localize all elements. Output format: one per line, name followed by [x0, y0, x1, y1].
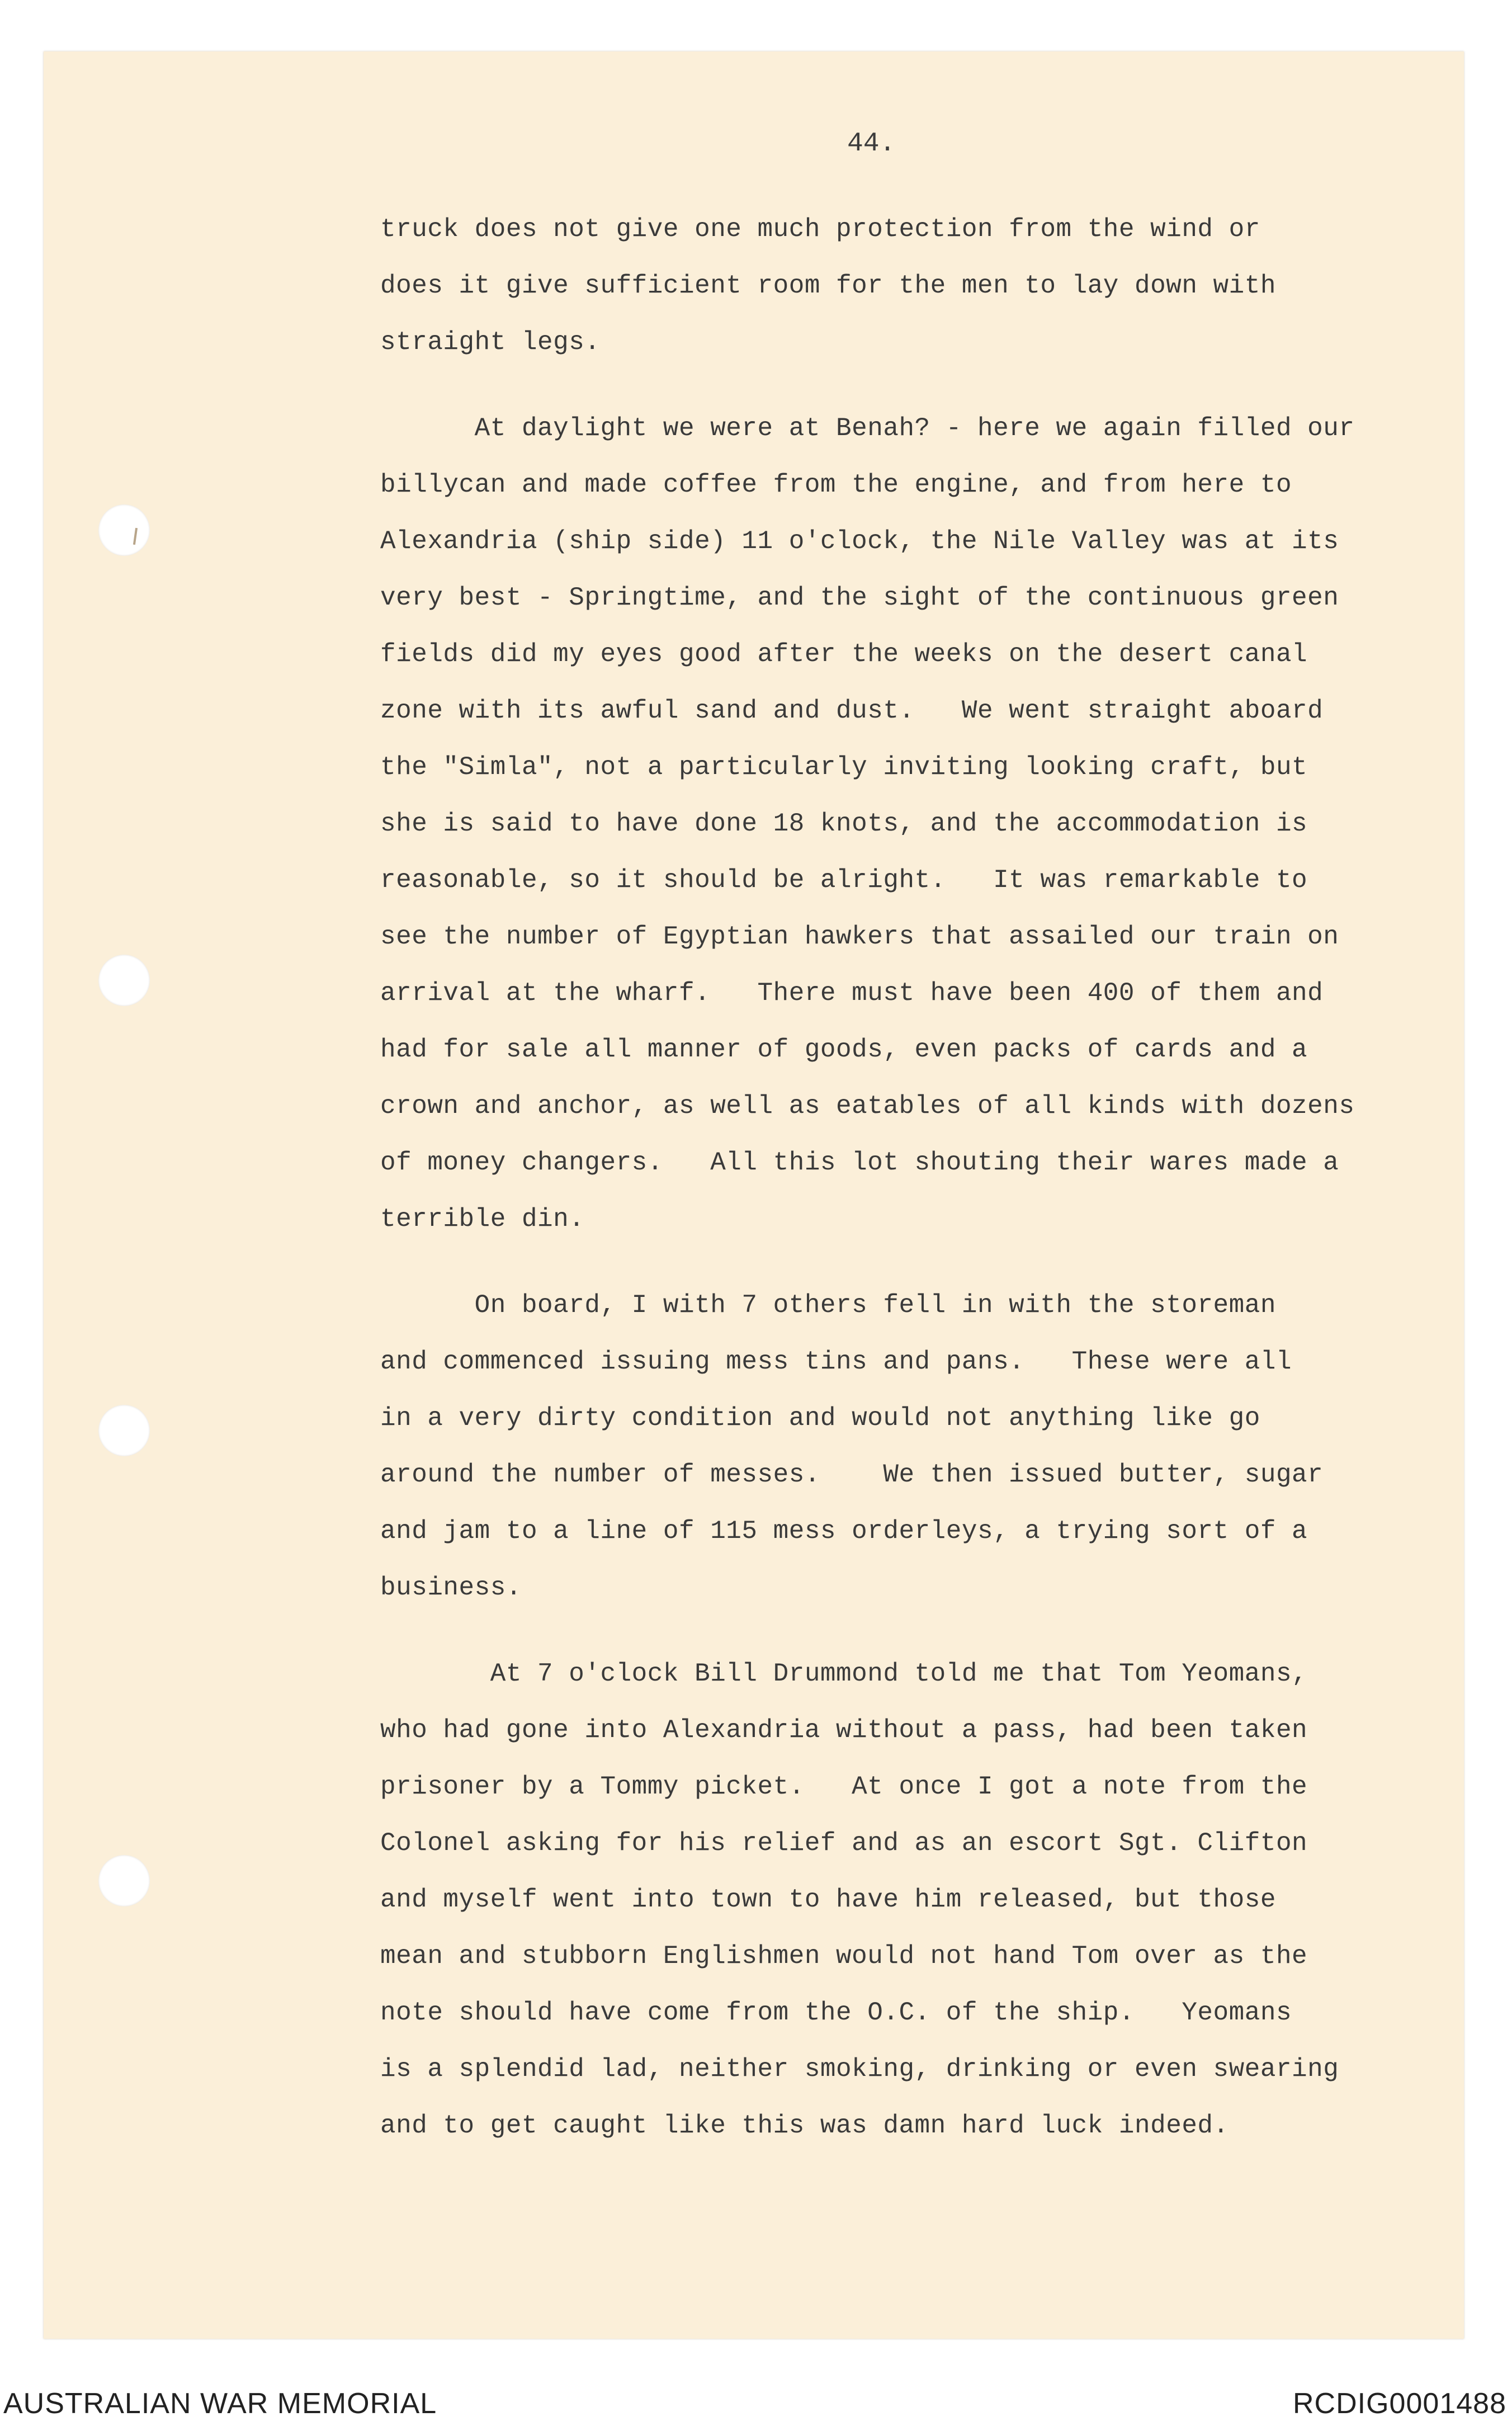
text-line: note should have come from the O.C. of the ship. Yeomans	[380, 1998, 1292, 2027]
text-line: billycan and made coffee from the engine, and from here to	[380, 470, 1292, 499]
text-line: does it give sufficient room for the men to lay down with	[380, 271, 1276, 300]
text-line: mean and stubborn Englishmen would not hand Tom over as the	[380, 1942, 1308, 1971]
text-line: crown and anchor, as well as eatables of all kinds with dozens	[380, 1092, 1355, 1121]
page-number: 44.	[847, 129, 896, 159]
text-line: and to get caught like this was damn hard luck indeed.	[380, 2111, 1229, 2140]
text-line: had for sale all manner of goods, even packs of cards and a	[380, 1035, 1308, 1064]
paragraph	[380, 1646, 1471, 2154]
footer-record-id: RCDIG0001488	[1293, 2387, 1506, 2420]
text-line: who had gone into Alexandria without a pass, had been taken	[380, 1716, 1308, 1745]
text-line: see the number of Egyptian hawkers that assailed our train on	[380, 922, 1339, 951]
text-line: At 7 o'clock Bill Drummond told me that Tom Yeomans,	[380, 1659, 1308, 1688]
text-line: terrible din.	[380, 1205, 585, 1234]
text-line: arrival at the wharf. There must have been 400 of them and	[380, 979, 1324, 1008]
text-line: truck does not give one much protection from the wind or	[380, 215, 1260, 244]
text-line: very best - Springtime, and the sight of the continuous green	[380, 583, 1339, 612]
text-line: straight legs.	[380, 328, 601, 357]
footer-institution: AUSTRALIAN WAR MEMORIAL	[3, 2387, 437, 2420]
text-line: she is said to have done 18 knots, and the accommodation is	[380, 809, 1308, 838]
typed-text-body	[380, 201, 1471, 2184]
text-line: is a splendid lad, neither smoking, drinking or even swearing	[380, 2055, 1339, 2084]
text-line: Colonel asking for his relief and as an escort Sgt. Clifton	[380, 1829, 1308, 1858]
punch-hole	[98, 1405, 150, 1456]
paragraph	[380, 400, 1471, 1248]
text-line: of money changers. All this lot shouting their wares made a	[380, 1148, 1339, 1177]
paragraph	[380, 1277, 1471, 1616]
punch-hole	[98, 504, 150, 556]
text-line: prisoner by a Tommy picket. At once I got a note from the	[380, 1772, 1308, 1801]
text-line: Alexandria (ship side) 11 o'clock, the Nile Valley was at its	[380, 527, 1339, 556]
text-line: the "Simla", not a particularly inviting looking craft, but	[380, 753, 1308, 782]
text-line: business.	[380, 1573, 522, 1602]
text-line: and commenced issuing mess tins and pans. These were all	[380, 1347, 1292, 1376]
text-line: and jam to a line of 115 mess orderleys, a trying sort of a	[380, 1517, 1308, 1546]
text-line: fields did my eyes good after the weeks on the desert canal	[380, 640, 1308, 669]
text-line: and myself went into town to have him released, but those	[380, 1885, 1276, 1914]
text-line: reasonable, so it should be alright. It was remarkable to	[380, 866, 1308, 895]
text-line: in a very dirty condition and would not anything like go	[380, 1404, 1260, 1433]
text-line: On board, I with 7 others fell in with the storeman	[380, 1291, 1276, 1320]
text-line: At daylight we were at Benah? - here we again filled our	[380, 414, 1355, 443]
paragraph	[380, 201, 1471, 371]
text-line: around the number of messes. We then issued butter, sugar	[380, 1460, 1324, 1489]
punch-hole	[98, 1855, 150, 1906]
text-line: zone with its awful sand and dust. We went straight aboard	[380, 696, 1324, 725]
punch-hole	[98, 955, 150, 1006]
